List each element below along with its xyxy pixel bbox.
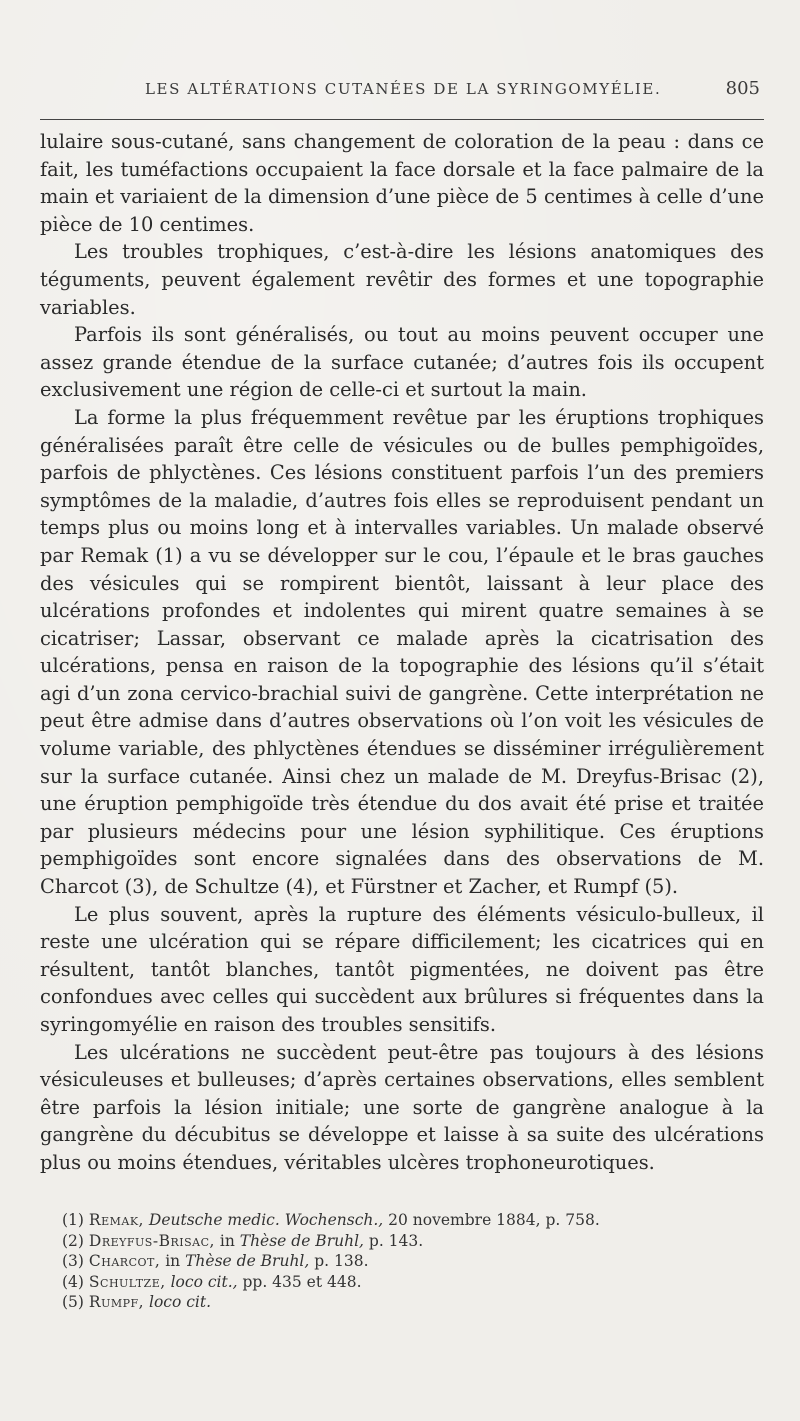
footnote-author: Charcot,	[88, 1252, 161, 1270]
footnote-work: Thèse de Bruhl,	[239, 1231, 364, 1250]
paragraph: lulaire sous-cutané, sans changement de coloration de la peau : dans ce fait, les tuméfactions occupaient la face dorsale et la face palmaire de la main et variaient de la dimension d’une pièce de 5 centimes à celle d’une pièce de 10 centimes.	[40, 130, 764, 236]
paragraph: Le plus souvent, après la rupture des éléments vésiculo-bulleux, il reste une ulcération qui se répare difficilement; les cicatrices qui en résultent, tantôt blanches, tantôt pigmentées, ne doivent pas être confondues avec celles qui succèdent aux brûlures si fréquentes dans la syringomyélie en raison des troubles sensitifs.	[40, 902, 764, 1036]
footnote-marker: (5)	[62, 1293, 84, 1311]
footnote-marker: (2)	[62, 1231, 84, 1250]
running-title: LES ALTÉRATIONS CUTANÉES DE LA SYRINGOMYÉLIE.	[145, 80, 662, 98]
footnote-reference: pp. 435 et 448.	[237, 1272, 362, 1291]
paragraph: Parfois ils sont généralisés, ou tout au moins peuvent occuper une assez grande étendue de la surface cutanée; d’autres fois ils occupent exclusivement une région de celle-ci et surtout la main.	[40, 323, 764, 402]
body-text	[40, 128, 764, 1177]
footnote-work: Thèse de Bruhl,	[185, 1252, 310, 1270]
footnotes	[62, 1210, 762, 1313]
footnote	[62, 1272, 762, 1293]
footnote-reference: p. 138.	[309, 1252, 369, 1270]
footnote	[62, 1231, 762, 1252]
paragraph: La forme la plus fréquemment revêtue par les éruptions trophiques généralisées paraît être celle de vésicules ou de bulles pemphigoïdes, parfois de phlyctènes. Ces lésions constituent parfois l’un des premiers symptômes de la maladie, d’autres fois elles se reproduisent pendant un temps plus ou moins long et à intervalles variables. Un malade observé par Remak (1) a vu se développer sur le cou, l’épaule et le bras gauches des vésicules qui se rompirent bientôt, laissant à leur place des ulcérations profondes et indolentes qui mirent quatre semaines à se cicatriser; Lassar, observant ce malade après la cicatrisation des ulcérations, pensa en raison de la topographie des lésions qu’il s’était agi d’un zona cervico-brachial suivi de gangrène. Cette interprétation ne peut être admise dans d’autres observations où l’on voit les vésicules de volume variable, des phlyctènes étendues se disséminer irrégulièrement sur la surface cutanée. Ainsi chez un malade de M. Dreyfus-Brisac (2), une éruption pemphigoïde très étendue du dos avait été prise et traitée par plusieurs médecins pour une lésion syphilitique. Ces éruptions pemphigoïdes sont encore signalées dans des observations de M. Charcot (3), de Schultze (4), et Fürstner et Zacher, et Rumpf (5).	[40, 405, 764, 899]
footnote-connector: in	[214, 1231, 240, 1250]
footnote	[62, 1210, 762, 1231]
footnote-connector: in	[160, 1252, 186, 1270]
footnote-author: Dreyfus-Brisac,	[88, 1231, 215, 1250]
footnote-author: Remak,	[88, 1211, 144, 1229]
paragraph: Les troubles trophiques, c’est-à-dire les lésions anatomiques des téguments, peuvent également revêtir des formes et une topographie variables.	[40, 240, 764, 319]
running-head	[40, 80, 760, 104]
paragraph: Les ulcérations ne succèdent peut-être pas toujours à des lésions vésiculeuses et bulleuses; d’après certaines observations, elles semblent être parfois la lésion initiale; une sorte de gangrène analogue à la gangrène du décubitus se développe et laisse à sa suite des ulcérations plus ou moins étendues, véritables ulcères trophoneurotiques.	[40, 1040, 764, 1174]
header-rule	[40, 119, 764, 120]
footnote-author: Schultze,	[88, 1272, 166, 1291]
footnote	[62, 1292, 762, 1313]
footnote-reference: p. 143.	[363, 1231, 424, 1250]
footnote-marker: (3)	[62, 1252, 84, 1270]
footnote-work: loco cit.	[149, 1293, 212, 1311]
page-number: 805	[725, 78, 760, 99]
footnote-work: loco cit.,	[170, 1272, 238, 1291]
footnote-work: Deutsche medic. Wochensch.,	[148, 1211, 384, 1229]
footnote-reference: 20 novembre 1884, p. 758.	[383, 1211, 600, 1229]
footnote-marker: (4)	[62, 1272, 84, 1291]
footnote-marker: (1)	[62, 1211, 84, 1229]
footnote-author: Rumpf,	[88, 1293, 145, 1311]
footnote	[62, 1251, 762, 1272]
